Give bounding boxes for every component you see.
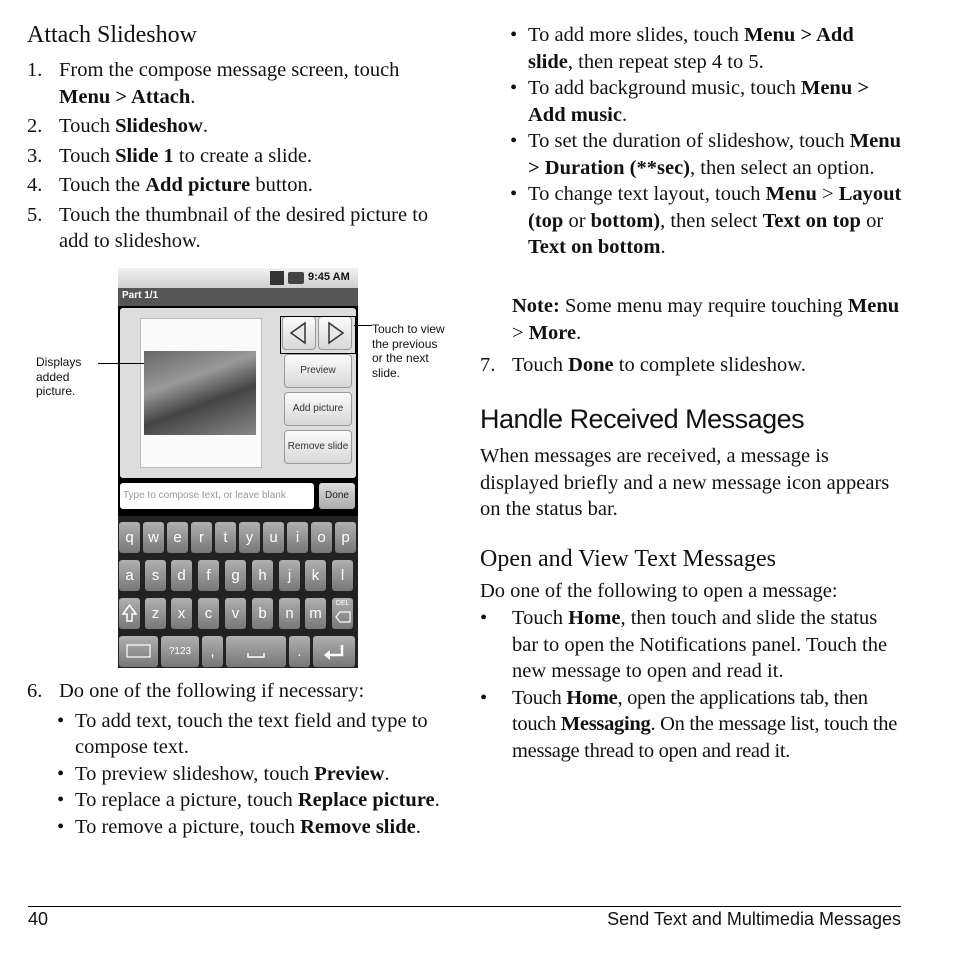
space-key[interactable] xyxy=(226,636,286,667)
chapter-title: Send Text and Multimedia Messages xyxy=(607,909,901,929)
callout-line xyxy=(354,325,372,326)
symbols-key[interactable]: ?123 xyxy=(161,636,199,667)
key[interactable]: k xyxy=(305,560,326,591)
slide-thumbnail[interactable] xyxy=(140,318,262,468)
enter-key[interactable] xyxy=(313,636,355,667)
page-number: 40 xyxy=(28,909,49,929)
key[interactable]: x xyxy=(171,598,192,629)
signal-icon xyxy=(270,271,284,285)
comma-key[interactable]: , xyxy=(202,636,223,667)
key[interactable]: l xyxy=(332,560,353,591)
list-item: • Touch Home, open the applications tab, then touch Messaging. On the message list, touch the message thread to open and read it. xyxy=(480,686,898,762)
key[interactable]: h xyxy=(252,560,273,591)
done-button[interactable]: Done xyxy=(319,483,355,509)
callout-prev-next: Touch to view the previous or the next slide. xyxy=(372,322,445,380)
keyboard-settings-key[interactable] xyxy=(119,636,158,667)
callout-highlight-box xyxy=(280,316,356,354)
shift-key[interactable] xyxy=(119,598,140,629)
battery-icon xyxy=(288,272,304,284)
key[interactable]: c xyxy=(198,598,219,629)
key[interactable]: v xyxy=(225,598,246,629)
note: Note: Some menu may require touching Menu > More. xyxy=(512,295,900,344)
key[interactable]: g xyxy=(225,560,246,591)
key[interactable]: o xyxy=(311,522,332,553)
preview-button[interactable]: Preview xyxy=(284,354,352,388)
list-item: • To add text, touch the text field and type to compose text. xyxy=(57,709,428,758)
callout-line xyxy=(98,363,144,364)
delete-key[interactable]: DEL xyxy=(332,598,353,629)
attach-steps-list xyxy=(27,57,447,258)
list-item: • To change text layout, touch Menu > Layout (top or bottom), then select Text on top or Text on bottom. xyxy=(510,183,902,258)
callout-displays-picture: Displays added picture. xyxy=(36,355,82,398)
key[interactable]: n xyxy=(279,598,300,629)
key[interactable]: r xyxy=(191,522,212,553)
key[interactable]: b xyxy=(252,598,273,629)
key[interactable]: j xyxy=(279,560,300,591)
compose-input[interactable]: Type to compose text, or leave blank xyxy=(120,483,314,509)
status-bar xyxy=(118,268,358,288)
section-heading-handle-received: Handle Received Messages xyxy=(480,404,805,434)
paragraph: When messages are received, a message is displayed briefly and a new message icon appears on the status bar. xyxy=(480,445,890,520)
list-item: 4. Touch the Add picture button. xyxy=(27,174,313,196)
shift-icon xyxy=(119,598,140,629)
step-6: 6. Do one of the following if necessary: • To add text, touch the text field and type to compose text. • To preview slideshow, touch Preview. • To replace a picture, touch Replace picture. • To remove a picture, touch Remove slide. xyxy=(27,678,447,840)
enter-icon xyxy=(313,636,355,667)
paragraph: Do one of the following to open a message: xyxy=(480,580,838,602)
period-key[interactable]: . xyxy=(289,636,310,667)
list-item: • To set the duration of slideshow, touch Menu > Duration (**sec), then select an option. xyxy=(510,130,902,179)
space-icon xyxy=(226,636,286,667)
list-item: • To replace a picture, touch Replace picture. xyxy=(57,789,440,811)
key[interactable]: q xyxy=(119,522,140,553)
key[interactable]: t xyxy=(215,522,236,553)
list-item: • To remove a picture, touch Remove slide. xyxy=(57,815,421,838)
list-item: • To add background music, touch Menu > Add music. xyxy=(510,77,870,126)
list-item: • To preview slideshow, touch Preview. xyxy=(57,762,390,785)
list-item: 1. From the compose message screen, touch Menu > Attach. xyxy=(27,59,400,108)
add-picture-button[interactable]: Add picture xyxy=(284,392,352,426)
backspace-icon xyxy=(332,610,353,624)
key[interactable]: i xyxy=(287,522,308,553)
remove-slide-button[interactable]: Remove slide xyxy=(284,430,352,464)
key[interactable]: s xyxy=(145,560,166,591)
key[interactable]: f xyxy=(198,560,219,591)
section-heading-open-view: Open and View Text Messages xyxy=(480,546,776,572)
key[interactable]: m xyxy=(305,598,326,629)
list-item: 2. Touch Slideshow. xyxy=(27,115,208,137)
slide-picture xyxy=(144,351,256,435)
key[interactable]: u xyxy=(263,522,284,553)
key[interactable]: z xyxy=(145,598,166,629)
step-6-bullets xyxy=(55,708,447,841)
footer-rule xyxy=(28,906,901,907)
status-time: 9:45 AM xyxy=(308,271,350,283)
list-item: 3. Touch Slide 1 to create a slide. xyxy=(27,144,313,167)
part-label: Part 1/1 xyxy=(118,288,358,306)
key[interactable]: p xyxy=(335,522,356,553)
key[interactable]: a xyxy=(119,560,140,591)
key[interactable]: d xyxy=(171,560,192,591)
keyboard xyxy=(118,516,358,668)
keyboard-icon xyxy=(119,636,158,667)
slideshow-options-bullets xyxy=(508,22,903,261)
list-item: 5. Touch the thumbnail of the desired picture to add to slideshow. xyxy=(27,203,429,252)
list-item: • Touch Home, then touch and slide the status bar to open the Notifications panel. Touch the new message to open and read it. xyxy=(480,607,888,682)
step-7: 7. Touch Done to complete slideshow. xyxy=(480,354,806,376)
open-message-bullets xyxy=(480,605,905,764)
key[interactable]: e xyxy=(167,522,188,553)
key[interactable]: w xyxy=(143,522,164,553)
section-heading-attach-slideshow: Attach Slideshow xyxy=(27,22,197,48)
key[interactable]: y xyxy=(239,522,260,553)
list-item: • To add more slides, touch Menu > Add slide, then repeat step 4 to 5. xyxy=(510,24,854,73)
